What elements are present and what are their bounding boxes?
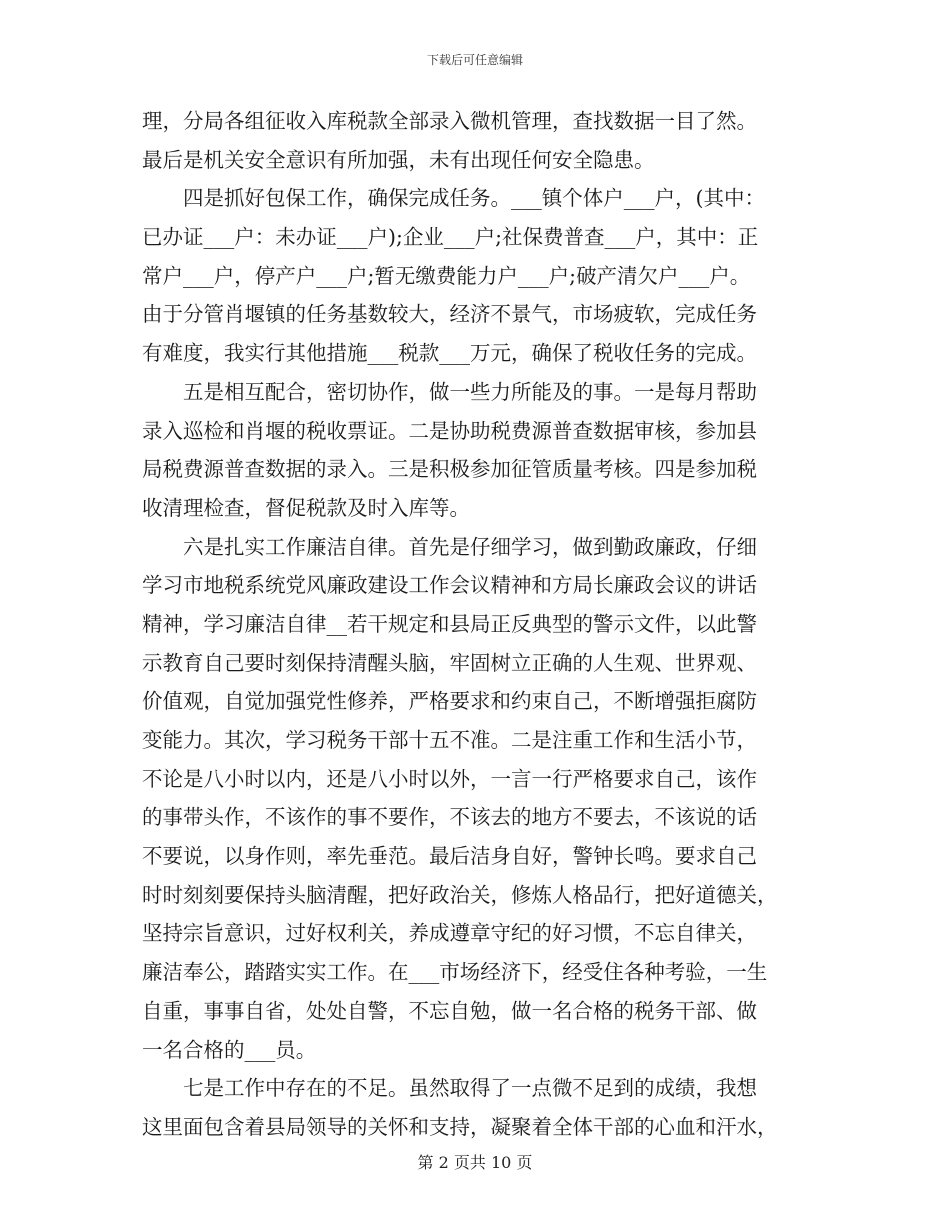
text-line: 示教育自己要时刻保持清醒头脑，牢固树立正确的人生观、世界观、 [142,650,757,675]
text-line: 坚持宗旨意识，过好权利关，养成遵章守纪的好习惯，不忘自律关， [142,921,757,946]
text-line: 已办证___户：未办证___户);企业___户;社保费普查___户，其中：正 [142,225,759,250]
paragraph [142,373,802,528]
paragraph [142,1069,802,1146]
text-line: 一名合格的___员。 [142,1037,317,1062]
text-line: 变能力。其次，学习税务干部十五不准。二是注重工作和生活小节， [142,728,757,752]
document-body [142,102,802,1147]
text-line: 收清理检查，督促税款及时入库等。 [142,495,470,520]
text-line: 时时刻刻要保持头脑清醒，把好政治关，修炼人格品行，把好道德关， [142,882,778,907]
text-line: 常户___户，停产户___户;暂无缴费能力户___户;破产清欠户___户。 [142,263,751,288]
text-line: 五是相互配合，密切协作，做一些力所能及的事。一是每月帮助 [183,379,757,404]
text-line: 理，分局各组征收入库税款全部录入微机管理，查找数据一目了然。 [142,109,757,133]
text-line: 录入巡检和肖堰的税收票证。二是协助税费源普查数据审核，参加县 [142,418,757,443]
paragraph [142,179,802,372]
text-line: 精神，学习廉洁自律__若干规定和县局正反典型的警示文件，以此警 [142,611,757,636]
text-line: 不要说，以身作则，率先垂范。最后洁身自好，警钟长鸣。要求自己 [142,844,757,869]
text-line: 最后是机关安全意识有所加强，未有出现任何安全隐患。 [142,147,655,172]
paragraph [142,102,802,179]
text-line: 四是抓好包保工作，确保完成任务。___镇个体户___户，(其中： [183,186,765,211]
page-header: 下载后可任意编辑 [426,53,523,67]
text-line: 有难度，我实行其他措施___税款___万元，确保了税收任务的完成。 [142,341,757,366]
paragraph [142,528,802,1070]
text-line: 局税费源普查数据的录入。三是积极参加征管质量考核。四是参加税 [142,457,757,482]
text-line: 这里面包含着县局领导的关怀和支持，凝聚着全体干部的心血和汗水， [142,1114,778,1139]
text-line: 的事带头作，不该作的事不要作，不该去的地方不要去，不该说的话 [142,805,757,830]
text-line: 由于分管肖堰镇的任务基数较大，经济不景气，市场疲软，完成任务 [142,302,757,327]
text-line: 学习市地税系统党风廉政建设工作会议精神和方局长廉政会议的讲话 [142,573,757,598]
text-line: 七是工作中存在的不足。虽然取得了一点微不足到的成绩，我想 [183,1076,757,1101]
text-line: 不论是八小时以内，还是八小时以外，一言一行严格要求自己，该作 [142,766,757,791]
text-line: 六是扎实工作廉洁自律。首先是仔细学习，做到勤政廉政，仔细 [183,534,757,559]
text-line: 自重，事事自省，处处自警，不忘自勉，做一名合格的税务干部、做 [142,998,757,1023]
text-line: 廉洁奉公，踏踏实实工作。在___市场经济下，经受住各种考验，一生 [142,960,768,985]
page-footer: 第 2 页共 10 页 [417,1153,533,1172]
text-line: 价值观，自觉加强党性修养，严格要求和约束自己，不断增强拒腐防 [142,689,757,714]
